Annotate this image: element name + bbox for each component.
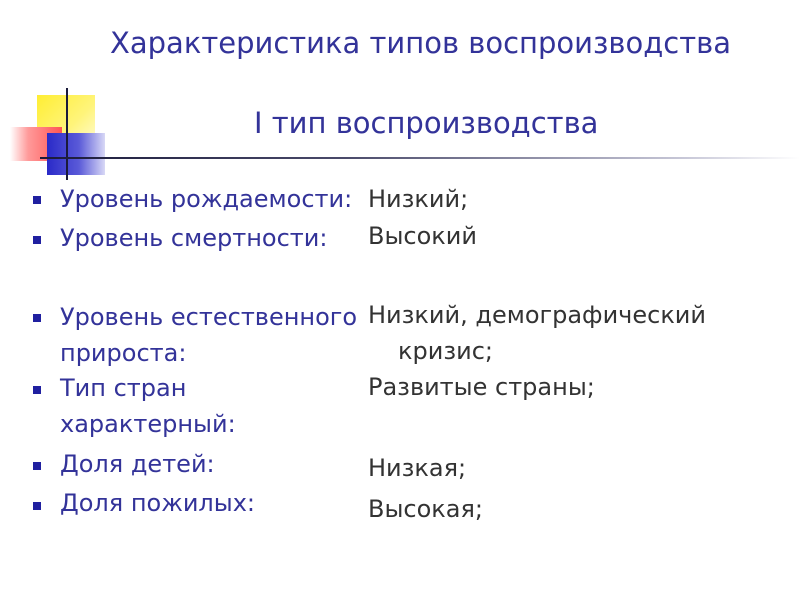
row-label-line: Тип стран bbox=[60, 374, 187, 402]
bullet-icon bbox=[33, 386, 41, 394]
bullet-icon bbox=[33, 196, 41, 204]
bullet-icon bbox=[33, 502, 41, 510]
row-label-line: характерный: bbox=[60, 410, 236, 438]
row-value-country-type: Развитые страны; bbox=[368, 373, 595, 401]
slide-title: Характеристика типов воспроизводства bbox=[110, 26, 732, 60]
row-label-line: Уровень естественного bbox=[60, 303, 358, 331]
row-value-line: Низкий, демографический bbox=[368, 301, 707, 329]
row-label-death-rate: Уровень смертности: bbox=[60, 224, 328, 252]
row-value-death-rate: Высокий bbox=[368, 222, 477, 250]
row-label-country-type bbox=[60, 370, 365, 442]
row-label-children-share: Доля детей: bbox=[60, 450, 215, 478]
row-value-birth-rate: Низкий; bbox=[368, 185, 469, 213]
slide-subtitle: I тип воспроизводства bbox=[254, 106, 599, 140]
bullet-icon bbox=[33, 314, 41, 322]
row-label-line: прироста: bbox=[60, 339, 187, 367]
row-label-elderly-share: Доля пожилых: bbox=[60, 489, 256, 517]
bullet-icon bbox=[33, 462, 41, 470]
row-label-natural-growth bbox=[60, 299, 365, 371]
row-value-children-share: Низкая; bbox=[368, 454, 467, 482]
row-value-elderly-share: Высокая; bbox=[368, 495, 484, 523]
bullet-icon bbox=[33, 236, 41, 244]
row-value-natural-growth bbox=[368, 297, 788, 369]
row-label-birth-rate: Уровень рождаемости: bbox=[60, 185, 353, 213]
row-value-line: кризис; bbox=[398, 337, 493, 365]
